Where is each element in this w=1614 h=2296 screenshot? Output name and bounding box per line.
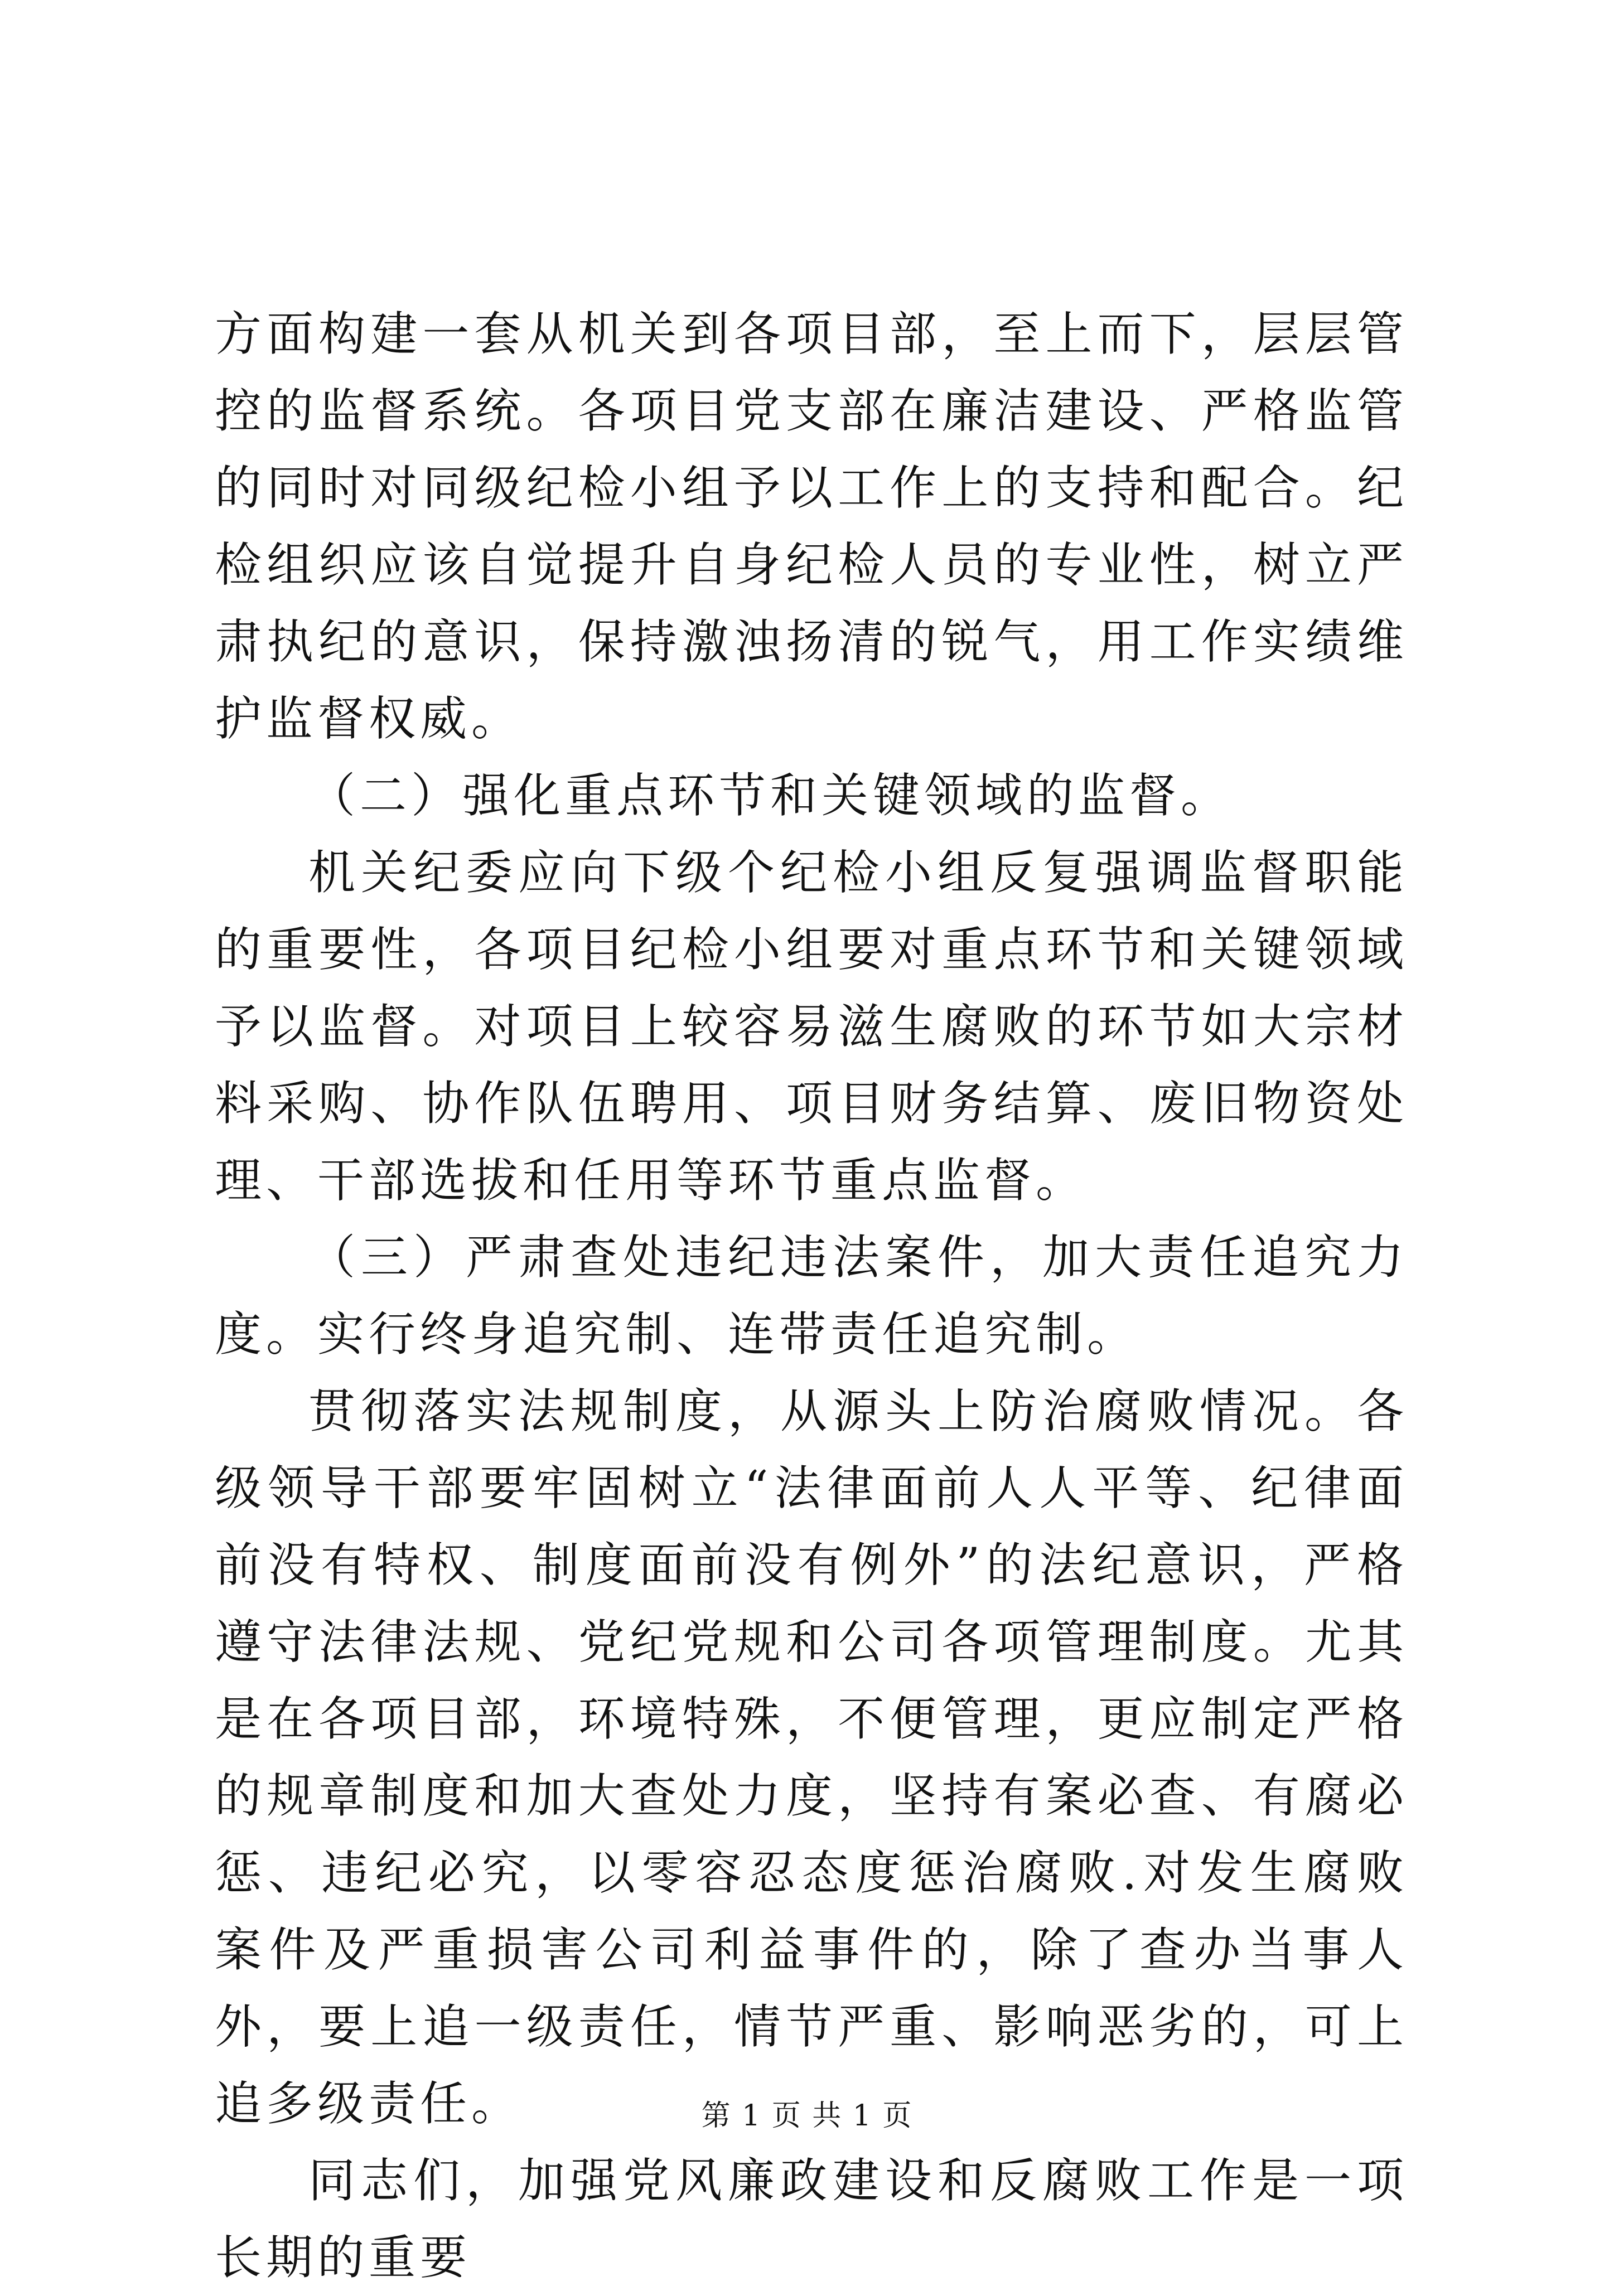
section-heading-two: （二）强化重点环节和关键领域的监督。 (308, 768, 1233, 823)
paragraph-continuation: 方面构建一套从机关到各项目部，至上而下，层层管控的监督系统。各项目党支部在廉洁建设、严格监管的同时对同级纪检小组予以工作上的支持和配合。纪检组织应该自觉提升自身纪检人员的专业性，树立严肃执纪的意识，保持激浊扬清的锐气，用工作实绩维护监督权威。 (215, 307, 1408, 746)
paragraph-regulations: 贯彻落实法规制度，从源头上防治腐败情况。各级领导干部要牢固树立“法律面前人人平等、纪律面前没有特权、制度面前没有例外”的法纪意识，严格遵守法律法规、党纪党规和公司各项管理制度。尤其是在各项目部，环境特殊，不便管理，更应制定严格的规章制度和加大查处力度，坚持有案必查、有腐必惩、违纪必究，以零容忍态度惩治腐败.对发生腐败案件及严重损害公司利益事件的，除了查办当事人外，要上追一级责任，情节严重、影响恶劣的，可上追多级责任。 (215, 1384, 1408, 2131)
paragraph-supervision: 机关纪委应向下级个纪检小组反复强调监督职能的重要性，各项目纪检小组要对重点环节和关键领域予以监督。对项目上较容易滋生腐败的环节如大宗材料采购、协作队伍聘用、项目财务结算、废旧物资处理、干部选拔和任用等环节重点监督。 (215, 845, 1408, 1208)
document-body (215, 296, 1408, 2296)
paragraph-closing: 同志们，加强党风廉政建设和反腐败工作是一项长期的重要 (215, 2153, 1408, 2285)
page-number-footer: 第 1 页 共 1 页 (701, 2099, 913, 2133)
section-heading-three: （三）严肃查处违纪违法案件，加大责任追究力度。实行终身追究制、连带责任追究制。 (215, 1230, 1408, 1362)
